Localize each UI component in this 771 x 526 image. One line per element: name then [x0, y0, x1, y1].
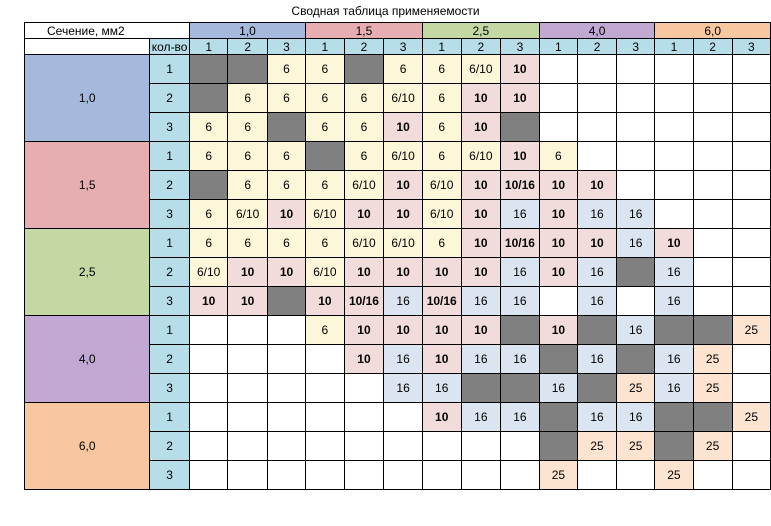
value-cell [693, 113, 732, 142]
value-cell [693, 316, 732, 345]
value-cell [306, 403, 345, 432]
value-cell [344, 461, 384, 490]
value-cell [732, 374, 770, 403]
value-cell [655, 171, 693, 200]
count-header: кол-во [151, 39, 188, 54]
value-cell [732, 171, 770, 200]
value-cell: 6 [422, 229, 461, 258]
value-cell: 10 [461, 258, 500, 287]
value-cell: 16 [422, 374, 461, 403]
sub-count-header: 1 [422, 39, 461, 55]
value-cell: 10 [461, 200, 500, 229]
value-cell [267, 403, 305, 432]
value-cell: 6 [228, 113, 267, 142]
value-cell: 16 [655, 374, 693, 403]
count-cell: 3 [150, 113, 190, 142]
value-cell [693, 403, 732, 432]
section-cell: 2,5 [25, 229, 150, 316]
value-cell: 10 [422, 403, 461, 432]
value-cell: 6/10 [306, 200, 345, 229]
value-cell [422, 432, 461, 461]
value-cell: 10 [306, 287, 345, 316]
value-cell: 6 [344, 142, 384, 171]
value-cell: 10 [384, 316, 423, 345]
value-cell: 16 [501, 200, 540, 229]
value-cell [189, 403, 228, 432]
value-cell [228, 461, 267, 490]
value-cell [461, 461, 500, 490]
count-cell: 1 [150, 142, 190, 171]
value-cell: 10 [461, 171, 500, 200]
value-cell: 10 [577, 171, 616, 200]
value-cell [267, 345, 305, 374]
value-cell: 10 [344, 345, 384, 374]
value-cell [655, 316, 693, 345]
value-cell: 10 [501, 55, 540, 84]
value-cell [693, 229, 732, 258]
value-cell [384, 461, 423, 490]
value-cell: 6 [228, 142, 267, 171]
value-cell [189, 55, 228, 84]
value-cell: 16 [461, 403, 500, 432]
value-cell [693, 142, 732, 171]
value-cell: 10 [384, 200, 423, 229]
value-cell [228, 374, 267, 403]
value-cell [501, 113, 540, 142]
value-cell: 25 [693, 432, 732, 461]
value-cell [306, 432, 345, 461]
value-cell: 6 [228, 171, 267, 200]
value-cell: 16 [461, 287, 500, 316]
value-cell: 16 [577, 200, 616, 229]
value-cell: 6 [306, 171, 345, 200]
sub-count-header: 2 [577, 39, 616, 55]
value-cell [539, 345, 577, 374]
applicability-table [24, 22, 771, 490]
value-cell [577, 461, 616, 490]
value-cell: 6 [228, 84, 267, 113]
value-cell: 10 [539, 258, 577, 287]
value-cell: 10 [344, 200, 384, 229]
value-cell [228, 316, 267, 345]
value-cell: 6/10 [344, 171, 384, 200]
value-cell: 10 [267, 258, 305, 287]
value-cell: 6 [422, 142, 461, 171]
value-cell: 16 [539, 374, 577, 403]
value-cell [577, 113, 616, 142]
sub-count-header: 3 [384, 39, 423, 55]
value-cell: 10 [461, 229, 500, 258]
value-cell [189, 171, 228, 200]
value-cell: 10/16 [501, 171, 540, 200]
value-cell: 10 [344, 316, 384, 345]
sub-count-header: 2 [344, 39, 384, 55]
value-cell [655, 113, 693, 142]
value-cell: 6/10 [461, 142, 500, 171]
value-cell [501, 461, 540, 490]
value-cell: 16 [501, 345, 540, 374]
value-cell: 16 [384, 345, 423, 374]
count-cell: 3 [150, 374, 190, 403]
table-row [25, 229, 771, 258]
value-cell [539, 84, 577, 113]
value-cell: 10 [539, 229, 577, 258]
value-cell [267, 287, 305, 316]
value-cell: 6/10 [384, 229, 423, 258]
value-cell: 25 [539, 461, 577, 490]
value-cell: 16 [655, 258, 693, 287]
value-cell: 16 [617, 403, 655, 432]
value-cell: 6 [344, 113, 384, 142]
value-cell: 6 [189, 229, 228, 258]
value-cell: 6 [267, 84, 305, 113]
value-cell [189, 316, 228, 345]
count-cell: 1 [150, 403, 190, 432]
value-cell [228, 345, 267, 374]
value-cell: 16 [501, 258, 540, 287]
sub-count-header: 1 [306, 39, 345, 55]
value-cell [189, 461, 228, 490]
value-cell: 6/10 [306, 258, 345, 287]
value-cell [693, 287, 732, 316]
section-cell: 4,0 [25, 316, 150, 403]
value-cell: 16 [655, 287, 693, 316]
value-cell: 10/16 [344, 287, 384, 316]
value-cell: 25 [617, 374, 655, 403]
value-cell: 10 [501, 142, 540, 171]
value-cell: 25 [732, 316, 770, 345]
value-cell [267, 316, 305, 345]
value-cell [732, 287, 770, 316]
value-cell [539, 113, 577, 142]
value-cell [655, 55, 693, 84]
value-cell: 16 [617, 229, 655, 258]
corner-cell [25, 39, 150, 55]
value-cell: 16 [655, 345, 693, 374]
value-cell [501, 374, 540, 403]
value-cell [267, 374, 305, 403]
value-cell: 6/10 [461, 55, 500, 84]
value-cell [617, 345, 655, 374]
value-cell: 16 [384, 374, 423, 403]
value-cell: 6 [228, 229, 267, 258]
value-cell [732, 84, 770, 113]
value-cell: 6/10 [228, 200, 267, 229]
value-cell: 10 [577, 229, 616, 258]
value-cell [732, 461, 770, 490]
value-cell [189, 374, 228, 403]
value-cell [732, 200, 770, 229]
value-cell: 10 [539, 200, 577, 229]
value-cell: 6 [422, 113, 461, 142]
value-cell: 25 [617, 432, 655, 461]
value-cell [732, 258, 770, 287]
sub-count-header: 3 [732, 39, 770, 55]
value-cell: 6/10 [344, 229, 384, 258]
value-cell [306, 142, 345, 171]
value-cell [732, 55, 770, 84]
value-cell [732, 229, 770, 258]
value-cell: 6 [306, 55, 345, 84]
section-cell: 6,0 [25, 403, 150, 490]
sub-count-header: 2 [693, 39, 732, 55]
value-cell [344, 403, 384, 432]
value-cell: 6 [422, 84, 461, 113]
value-cell [344, 432, 384, 461]
value-cell: 16 [577, 403, 616, 432]
group-header-4-0: 4,0 [539, 23, 655, 39]
value-cell: 6 [539, 142, 577, 171]
value-cell [617, 142, 655, 171]
value-cell [655, 403, 693, 432]
value-cell [693, 200, 732, 229]
value-cell [693, 84, 732, 113]
value-cell: 25 [732, 403, 770, 432]
value-cell [461, 374, 500, 403]
value-cell [422, 461, 461, 490]
value-cell [539, 432, 577, 461]
value-cell: 10 [539, 171, 577, 200]
group-header-6-0: 6,0 [655, 23, 771, 39]
value-cell [267, 113, 305, 142]
count-cell: 2 [150, 84, 190, 113]
value-cell [732, 432, 770, 461]
value-cell [693, 171, 732, 200]
value-cell: 6 [189, 113, 228, 142]
value-cell: 25 [577, 432, 616, 461]
value-cell: 10 [422, 258, 461, 287]
value-cell [539, 55, 577, 84]
value-cell [267, 461, 305, 490]
sub-count-header: 3 [617, 39, 655, 55]
value-cell: 16 [501, 287, 540, 316]
value-cell: 10/16 [501, 229, 540, 258]
value-cell [189, 432, 228, 461]
value-cell: 6/10 [422, 171, 461, 200]
value-cell [344, 374, 384, 403]
value-cell [577, 84, 616, 113]
count-cell: 3 [150, 287, 190, 316]
value-cell: 6 [267, 55, 305, 84]
value-cell: 25 [655, 461, 693, 490]
count-cell: 1 [150, 55, 190, 84]
count-cell: 3 [150, 200, 190, 229]
sub-count-header: 1 [655, 39, 693, 55]
value-cell [655, 142, 693, 171]
sub-count-header: 1 [189, 39, 228, 55]
count-cell: 1 [150, 229, 190, 258]
value-cell: 16 [577, 287, 616, 316]
value-cell: 10 [228, 287, 267, 316]
value-cell: 10 [539, 316, 577, 345]
sub-count-header: 2 [461, 39, 500, 55]
value-cell [228, 403, 267, 432]
value-cell: 6 [189, 200, 228, 229]
value-cell: 6 [189, 142, 228, 171]
value-cell: 10 [461, 84, 500, 113]
value-cell [617, 113, 655, 142]
value-cell: 6 [306, 84, 345, 113]
value-cell [577, 316, 616, 345]
value-cell [267, 432, 305, 461]
header-row-counts [25, 39, 771, 55]
value-cell: 16 [461, 345, 500, 374]
sub-count-header: 3 [267, 39, 305, 55]
value-cell [693, 55, 732, 84]
count-cell: 2 [150, 432, 190, 461]
group-header-1-5: 1,5 [306, 23, 423, 39]
value-cell [617, 287, 655, 316]
value-cell [732, 113, 770, 142]
value-cell [306, 345, 345, 374]
value-cell: 16 [501, 403, 540, 432]
value-cell [577, 374, 616, 403]
value-cell [539, 403, 577, 432]
value-cell: 25 [693, 374, 732, 403]
value-cell [617, 461, 655, 490]
value-cell [539, 287, 577, 316]
value-cell [617, 55, 655, 84]
sub-count-header: 3 [501, 39, 540, 55]
count-cell: 2 [150, 171, 190, 200]
section-cell: 1,0 [25, 55, 150, 142]
header-row-groups [25, 23, 771, 39]
value-cell [577, 55, 616, 84]
value-cell [189, 84, 228, 113]
value-cell: 25 [693, 345, 732, 374]
table-row [25, 403, 771, 432]
value-cell: 6/10 [384, 142, 423, 171]
value-cell: 10 [655, 229, 693, 258]
value-cell [228, 432, 267, 461]
value-cell [655, 84, 693, 113]
value-cell: 6/10 [384, 84, 423, 113]
value-cell: 10 [384, 113, 423, 142]
value-cell: 16 [577, 258, 616, 287]
value-cell [189, 345, 228, 374]
value-cell [617, 171, 655, 200]
value-cell: 6 [344, 84, 384, 113]
value-cell: 10 [384, 258, 423, 287]
sub-count-header: 2 [228, 39, 267, 55]
count-cell: 3 [150, 461, 190, 490]
value-cell [655, 432, 693, 461]
value-cell: 10 [189, 287, 228, 316]
value-cell: 16 [617, 200, 655, 229]
value-cell [732, 142, 770, 171]
value-cell [655, 200, 693, 229]
table-row [25, 316, 771, 345]
value-cell: 10/16 [422, 287, 461, 316]
table-row [25, 142, 771, 171]
value-cell: 6 [306, 229, 345, 258]
table-row [25, 55, 771, 84]
value-cell [617, 84, 655, 113]
value-cell: 6 [306, 113, 345, 142]
value-cell: 10 [501, 84, 540, 113]
table-title: Сводная таблица применяемости [291, 4, 480, 18]
value-cell [617, 258, 655, 287]
value-cell [461, 432, 500, 461]
value-cell: 10 [461, 113, 500, 142]
value-cell [693, 461, 732, 490]
value-cell: 6 [306, 316, 345, 345]
value-cell: 10 [228, 258, 267, 287]
group-header-1-0: 1,0 [189, 23, 305, 39]
value-cell [501, 316, 540, 345]
value-cell: 16 [617, 316, 655, 345]
value-cell: 6 [384, 55, 423, 84]
value-cell: 6 [267, 142, 305, 171]
section-cell: 1,5 [25, 142, 150, 229]
value-cell: 16 [577, 345, 616, 374]
value-cell [577, 142, 616, 171]
value-cell [732, 345, 770, 374]
value-cell: 6 [267, 229, 305, 258]
value-cell: 6/10 [422, 200, 461, 229]
count-cell: 1 [150, 316, 190, 345]
value-cell: 10 [422, 345, 461, 374]
value-cell [384, 403, 423, 432]
section-header: Сечение, мм2 [25, 23, 190, 39]
value-cell: 10 [344, 258, 384, 287]
group-header-2-5: 2,5 [422, 23, 539, 39]
value-cell [228, 55, 267, 84]
value-cell: 6 [422, 55, 461, 84]
value-cell: 10 [267, 200, 305, 229]
value-cell: 10 [422, 316, 461, 345]
value-cell: 10 [384, 171, 423, 200]
value-cell [344, 55, 384, 84]
value-cell: 16 [384, 287, 423, 316]
value-cell: 6 [267, 171, 305, 200]
count-cell: 2 [150, 345, 190, 374]
value-cell [306, 374, 345, 403]
sub-count-header: 1 [539, 39, 577, 55]
value-cell [693, 258, 732, 287]
value-cell: 6/10 [189, 258, 228, 287]
value-cell [501, 432, 540, 461]
count-cell: 2 [150, 258, 190, 287]
value-cell [306, 461, 345, 490]
value-cell [384, 432, 423, 461]
value-cell: 10 [461, 316, 500, 345]
